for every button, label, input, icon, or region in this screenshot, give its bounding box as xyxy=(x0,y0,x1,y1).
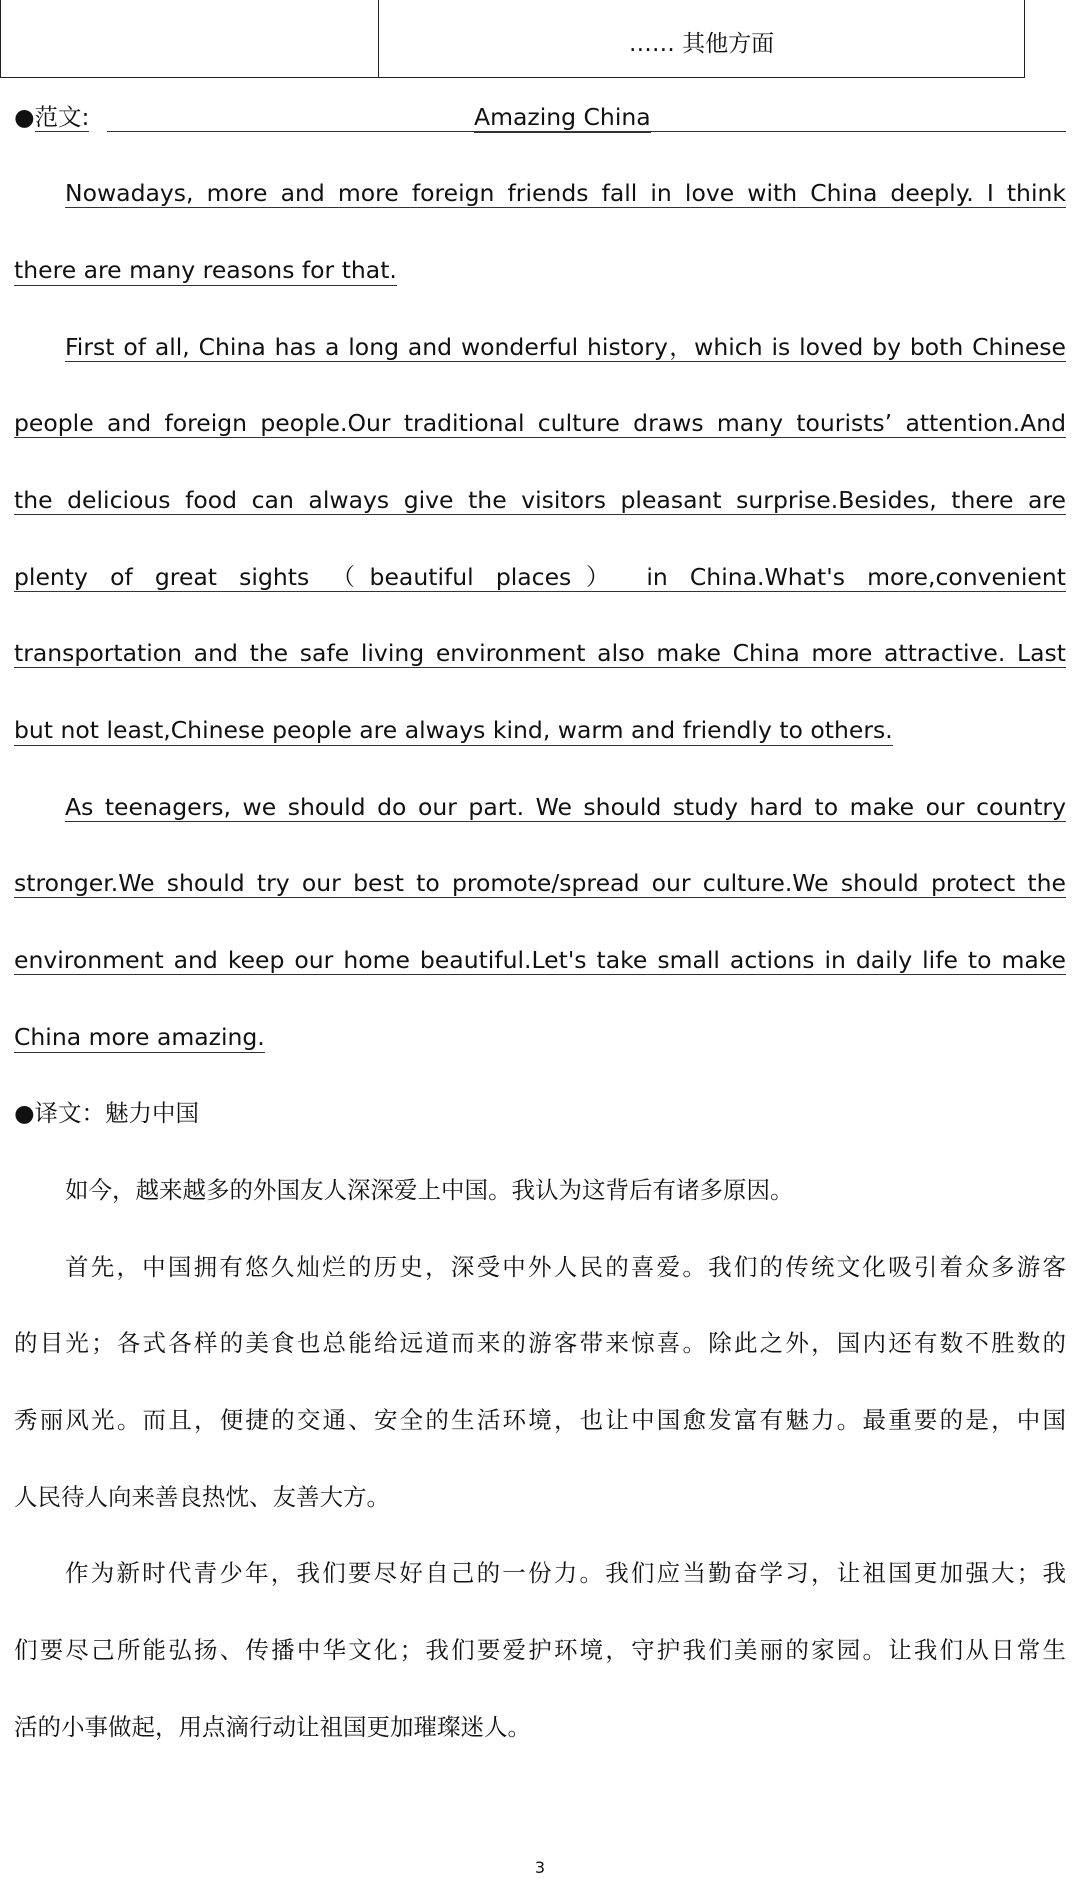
translation-line: 如今，越来越多的外国友人深深爱上中国。我认为这背后有诸多原因。 xyxy=(65,1176,794,1204)
bullet-icon: ● xyxy=(14,103,35,131)
essay-line: stronger.We should try our best to promote/spread our culture.We should protect the xyxy=(14,869,1066,897)
essay-line: but not least,Chinese people are always kind, warm and friendly to others. xyxy=(14,716,893,744)
translation-line: 秀丽风光。而且，便捷的交通、安全的生活环境，也让中国愈发富有魅力。最重要的是，中国 xyxy=(14,1406,1066,1434)
table-cell-left xyxy=(1,0,379,77)
essay-line: the delicious food can always give the visitors pleasant surprise.Besides, there are xyxy=(14,486,1066,514)
essay-line: transportation and the safe living environment also make China more attractive. Last xyxy=(14,639,1066,667)
essay-line: plenty of great sights （beautiful places） in China.What's more,convenient xyxy=(14,563,1066,591)
essay-line: As teenagers, we should do our part. We should study hard to make our country xyxy=(65,793,1066,821)
essay-heading xyxy=(14,102,1066,132)
translation-line: 的目光；各式各样的美食也总能给远道而来的游客带来惊喜。除此之外，国内还有数不胜数的 xyxy=(14,1329,1066,1357)
translation-line: 首先，中国拥有悠久灿烂的历史，深受中外人民的喜爱。我们的传统文化吸引着众多游客 xyxy=(65,1253,1066,1281)
essay-line: people and foreign people.Our traditional culture draws many tourists’ attention.And xyxy=(14,409,1066,437)
translation-line: 人民待人向来善良热忱、友善大方。 xyxy=(14,1483,390,1511)
essay-line: China more amazing. xyxy=(14,1023,265,1051)
translation-line: 作为新时代青少年，我们要尽好自己的一份力。我们应当勤奋学习，让祖国更加强大；我 xyxy=(65,1559,1066,1587)
essay-line: there are many reasons for that. xyxy=(14,256,397,284)
translation-line: 们要尽己所能弘扬、传播中华文化；我们要爱护环境，守护我们美丽的家园。让我们从日常生 xyxy=(14,1636,1066,1664)
page-number: 3 xyxy=(534,1858,546,1877)
translation-line: 活的小事做起，用点滴行动让祖国更加璀璨迷人。 xyxy=(14,1713,531,1741)
essay-line: environment and keep our home beautiful.Let's take small actions in daily life to make xyxy=(14,946,1066,974)
essay-line: First of all, China has a long and wonderful history，which is loved by both Chinese xyxy=(65,333,1066,361)
model-essay-label xyxy=(14,102,89,132)
model-essay-label-text: 范文: xyxy=(34,103,90,131)
essay-line: Nowadays, more and more foreign friends fall in love with China deeply. I think xyxy=(65,179,1066,207)
table-cell-right: …… 其他方面 xyxy=(628,31,775,57)
translation-label: ●译文：魅力中国 xyxy=(14,1099,200,1127)
table-fragment xyxy=(0,0,1025,78)
essay-title: Amazing China xyxy=(474,103,651,131)
